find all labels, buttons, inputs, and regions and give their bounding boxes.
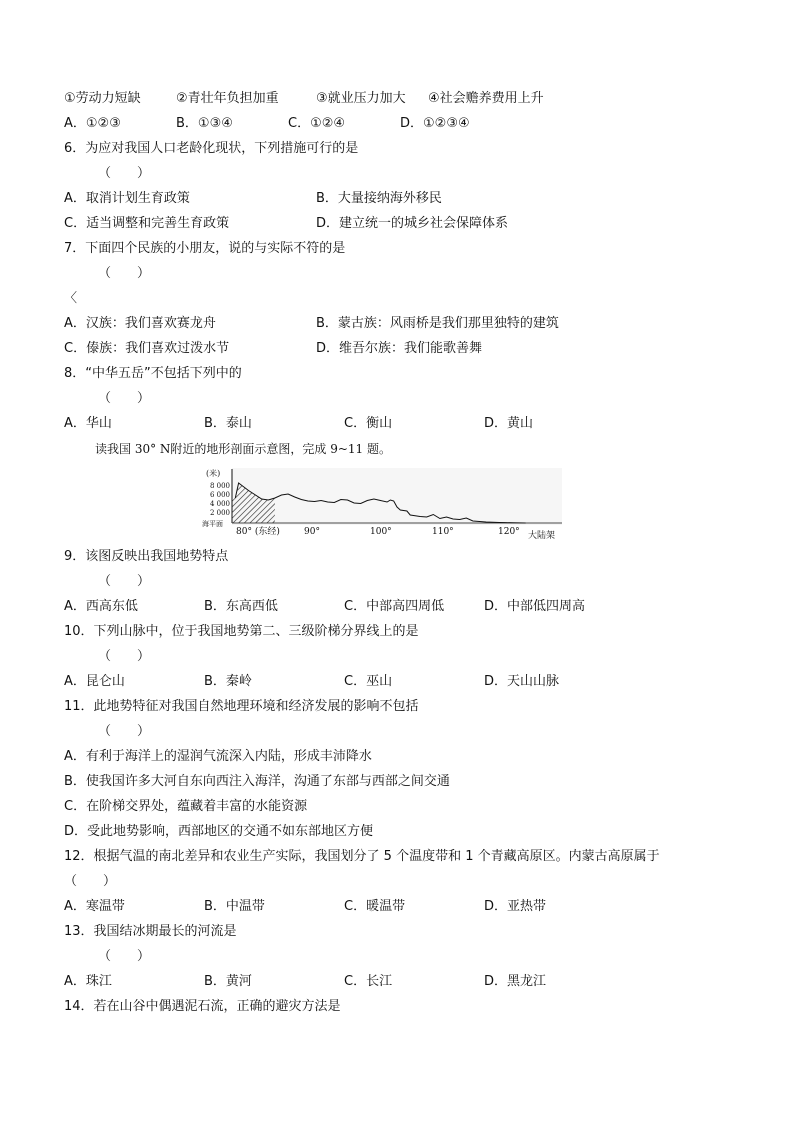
q12-stem: 12．根据气温的南北差异和农业生产实际，我国划分了 5 个温度带和 1 个青藏高原区。内蒙古高原属于 [64,849,660,864]
q6-option-a[interactable]: A．取消计划生育政策 [64,191,190,206]
q13-option-b[interactable]: B．黄河 [204,974,252,989]
q9-answer-bracket: （ ） [98,574,151,589]
q13-stem: 13．我国结冰期最长的河流是 [64,924,237,939]
q11-stem: 11．此地势特征对我国自然地理环境和经济发展的影响不包括 [64,699,419,714]
q7-option-d[interactable]: D．维吾尔族：我们能歌善舞 [316,341,483,356]
q12-option-b[interactable]: B．中温带 [204,899,265,914]
q7-option-c[interactable]: C．傣族：我们喜欢过泼水节 [64,341,230,356]
figure-intro: 读我国 30° N附近的地形剖面示意图，完成 9~11 题。 [95,442,391,456]
q13-option-d[interactable]: D．黑龙江 [484,974,547,989]
q8-answer-bracket: （ ） [98,391,151,406]
q5-option-a[interactable]: A．①②③ [64,116,121,131]
q5-item-2: ②青壮年负担加重 [176,91,279,106]
q7-stem: 7．下面四个民族的小朋友，说的与实际不符的是 [64,241,346,256]
q10-option-d[interactable]: D．天山山脉 [484,674,560,689]
q9-stem: 9．该图反映出我国地势特点 [64,549,229,564]
q11-option-a[interactable]: A．有利于海洋上的湿润气流深入内陆，形成丰沛降水 [64,749,372,764]
q11-option-d[interactable]: D．受此地势影响，西部地区的交通不如东部地区方便 [64,824,374,839]
y-axis-unit: (米) [206,469,221,478]
q9-option-d[interactable]: D．中部低四周高 [484,599,586,614]
q7-answer-bracket: （ ） [98,266,151,281]
continental-shelf-label: 大陆架 [528,531,556,541]
x-tick-110: 110° [432,527,454,537]
q5-item-3: ③就业压力加大 [316,91,406,106]
q13-option-c[interactable]: C．长江 [344,974,393,989]
q9-option-c[interactable]: C．中部高四周低 [344,599,445,614]
q8-stem: 8．“中华五岳”不包括下列中的 [64,366,242,381]
q7-stray-mark: 〈 [64,291,78,306]
q6-option-b[interactable]: B．大量接纳海外移民 [316,191,442,206]
q12-answer-bracket: （ ） [64,874,117,889]
q6-option-d[interactable]: D．建立统一的城乡社会保障体系 [316,216,509,231]
q5-item-4: ④社会赡养费用上升 [428,91,544,106]
y-tick-2000: 2 000 [209,509,230,517]
q9-option-b[interactable]: B．东高西低 [204,599,278,614]
q14-stem: 14．若在山谷中偶遇泥石流，正确的避灾方法是 [64,999,341,1014]
q10-option-a[interactable]: A．昆仑山 [64,674,125,689]
q11-option-c[interactable]: C．在阶梯交界处，蕴藏着丰富的水能资源 [64,799,308,814]
q8-option-d[interactable]: D．黄山 [484,416,534,431]
terrain-profile-figure [200,465,570,541]
q7-option-a[interactable]: A．汉族：我们喜欢赛龙舟 [64,316,216,331]
y-tick-4000: 4 000 [209,500,230,508]
x-tick-100: 100° [370,527,392,537]
q13-answer-bracket: （ ） [98,949,151,964]
q7-option-b[interactable]: B．蒙古族：风雨桥是我们那里独特的建筑 [316,316,559,331]
q10-answer-bracket: （ ） [98,649,151,664]
y-tick-8000: 8 000 [209,482,230,490]
q6-option-c[interactable]: C．适当调整和完善生育政策 [64,216,230,231]
q10-stem: 10．下列山脉中，位于我国地势第二、三级阶梯分界线上的是 [64,624,419,639]
q5-option-d[interactable]: D．①②③④ [400,116,470,131]
q6-stem: 6．为应对我国人口老龄化现状，下列措施可行的是 [64,141,359,156]
q5-option-b[interactable]: B．①③④ [176,116,233,131]
q13-option-a[interactable]: A．珠江 [64,974,112,989]
y-tick-6000: 6 000 [209,491,230,499]
x-tick-90: 90° [304,527,320,537]
sea-level-label: 海平面 [202,520,223,528]
q8-option-c[interactable]: C．衡山 [344,416,393,431]
q12-option-a[interactable]: A．寒温带 [64,899,125,914]
figure-background [232,468,562,525]
q5-option-c[interactable]: C．①②④ [288,116,346,131]
q8-option-a[interactable]: A．华山 [64,416,112,431]
q5-item-1: ①劳动力短缺 [64,91,141,106]
q8-option-b[interactable]: B．泰山 [204,416,252,431]
q10-option-b[interactable]: B．秦岭 [204,674,252,689]
q10-option-c[interactable]: C．巫山 [344,674,393,689]
q11-option-b[interactable]: B．使我国许多大河自东向西注入海洋，沟通了东部与西部之间交通 [64,774,450,789]
q12-option-d[interactable]: D．亚热带 [484,899,547,914]
q6-answer-bracket: （ ） [98,166,151,181]
x-tick-120: 120° [498,527,520,537]
q11-answer-bracket: （ ） [98,724,151,739]
x-tick-80: 80° (东经) [236,527,280,537]
q9-option-a[interactable]: A．西高东低 [64,599,138,614]
q12-option-c[interactable]: C．暖温带 [344,899,406,914]
